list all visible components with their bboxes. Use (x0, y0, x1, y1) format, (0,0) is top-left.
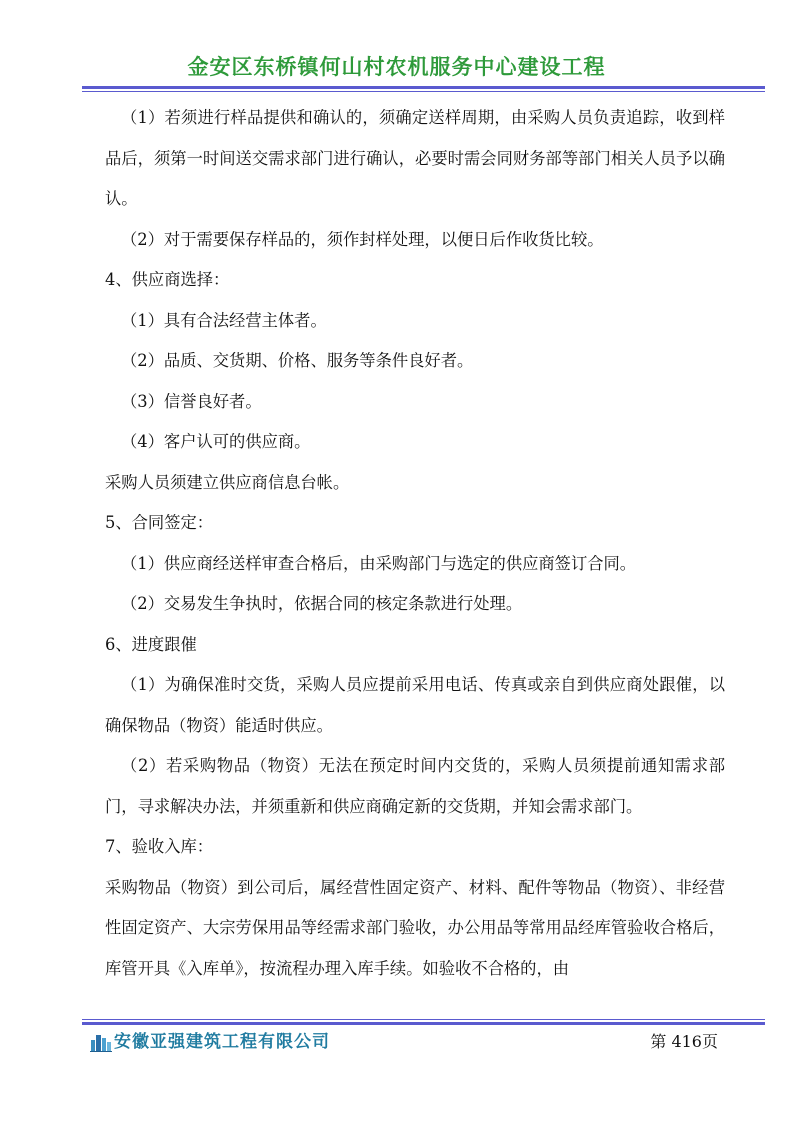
paragraph: （2）对于需要保存样品的，须作封样处理，以便日后作收货比较。 (121, 229, 604, 249)
paragraph: （4）客户认可的供应商。 (121, 432, 311, 451)
footer-divider-thin (82, 1019, 765, 1020)
paragraph: 采购人员须建立供应商信息台帐。 (105, 472, 350, 492)
footer-divider-thick (82, 1022, 765, 1025)
page-footer (90, 1028, 730, 1058)
header-divider-thin (82, 91, 765, 92)
page-number: 第 416页 (650, 1032, 718, 1051)
page-header-title: 金安区东桥镇何山村农机服务中心建设工程 (187, 55, 606, 79)
document-body (105, 98, 725, 989)
building-logo-icon (90, 1032, 112, 1052)
section-heading: 4、供应商选择： (105, 270, 230, 289)
paragraph: （1）若须进行样品提供和确认的，须确定送样周期，由采购人员负责追踪，收到样品后，须第一时间送交需求部门进行确认，必要时需会同财务部等部门相关人员予以确认。 (105, 108, 725, 208)
paragraph: （1）具有合法经营主体者。 (121, 310, 327, 330)
paragraph: （2）交易发生争执时，依据合同的核定条款进行处理。 (121, 594, 523, 613)
paragraph: （1）为确保准时交货，采购人员应提前采用电话、传真或亲自到供应商处跟催，以确保物品（物资）能适时供应。 (105, 675, 725, 735)
paragraph: 采购物品（物资）到公司后，属经营性固定资产、材料、配件等物品（物资）、非经营性固定资产、大宗劳保用品等经需求部门验收，办公用品等常用品经库管验收合格后，库管开具《入库单》，按流程办理入库手续。如验收不合格的，由 (105, 877, 725, 978)
footer-company-name: 安徽亚强建筑工程有限公司 (114, 1032, 330, 1052)
section-heading: 6、进度跟催 (105, 634, 197, 654)
paragraph: （3）信誉良好者。 (121, 391, 262, 411)
header-divider-thick (82, 86, 765, 89)
section-heading: 5、合同签定： (105, 513, 214, 532)
paragraph: （1）供应商经送样审查合格后，由采购部门与选定的供应商签订合同。 (121, 553, 637, 573)
paragraph: （2）品质、交货期、价格、服务等条件良好者。 (121, 351, 474, 370)
section-heading: 7、验收入库： (105, 837, 214, 856)
paragraph: （2）若采购物品（物资）无法在预定时间内交货的，采购人员须提前通知需求部门，寻求解决办法，并须重新和供应商确定新的交货期，并知会需求部门。 (105, 756, 725, 816)
